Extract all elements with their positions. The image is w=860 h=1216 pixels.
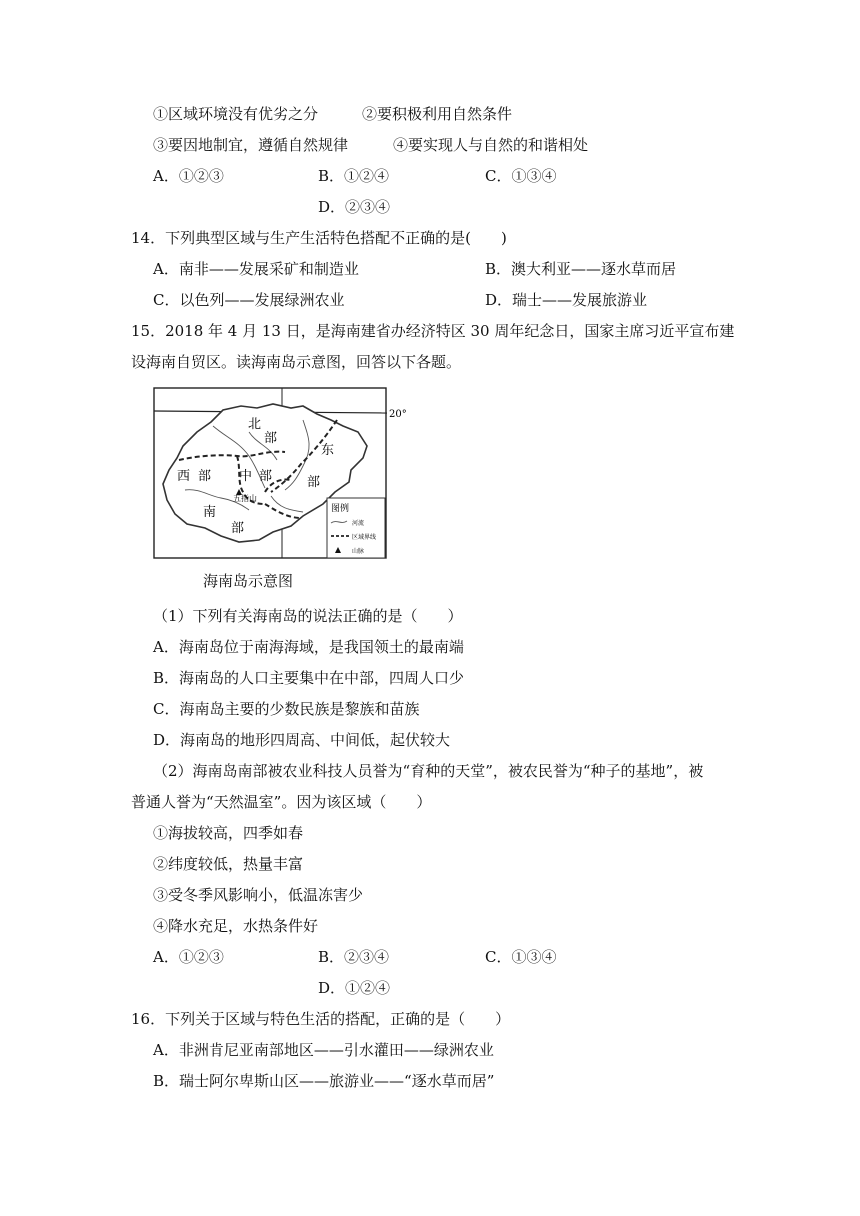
region-label-west-2: 部 <box>198 469 212 484</box>
region-label-north-2: 部 <box>264 431 278 446</box>
q14-option-d: D．瑞士——发展旅游业 <box>485 291 648 309</box>
q13-statement-2: ②要积极利用自然条件 <box>362 105 513 123</box>
q15-2-option-a: A．①②③ <box>153 948 224 966</box>
q13-option-c: C．①③④ <box>485 167 557 185</box>
q13-option-b: B．①②④ <box>318 167 390 185</box>
q14-option-b: B．澳大利亚——逐水草而居 <box>485 260 677 278</box>
q15-stem-line-1: 15．2018 年 4 月 13 日，是海南建省办经济特区 30 周年纪念日，国家主席习近平宣布建 <box>131 322 735 340</box>
region-label-east-1: 东 <box>321 443 335 458</box>
q13-option-d: D．②③④ <box>318 198 391 216</box>
q15-2-option-d: D．①②④ <box>318 979 391 997</box>
q15-1-stem: （1）下列有关海南岛的说法正确的是（ ） <box>153 607 463 625</box>
q16-option-a: A．非洲肯尼亚南部地区——引水灌田——绿洲农业 <box>153 1041 494 1059</box>
legend-mountain-label: 山脉 <box>352 548 365 555</box>
q13-option-a: A．①②③ <box>153 167 224 185</box>
legend-title: 图例 <box>331 504 350 514</box>
region-label-south-2: 部 <box>231 521 245 536</box>
region-label-center-1: 中 <box>239 469 253 484</box>
mountain-label: 五指山 <box>233 494 257 503</box>
q15-2-stem-line-1: （2）海南岛南部被农业科技人员誉为“育种的天堂”，被农民誉为“种子的基地”，被 <box>153 762 704 780</box>
q14-stem: 14．下列典型区域与生产生活特色搭配不正确的是( ) <box>131 229 507 247</box>
q16-option-b: B．瑞士阿尔卑斯山区——旅游业——“逐水草而居” <box>153 1072 495 1090</box>
legend-boundary-label: 区域界线 <box>352 534 377 541</box>
q15-2-statement-4: ④降水充足，水热条件好 <box>153 917 319 935</box>
q15-2-statement-3: ③受冬季风影响小，低温冻害少 <box>153 886 364 904</box>
q15-2-statement-1: ①海拔较高，四季如春 <box>153 824 304 842</box>
q15-1-option-a: A．海南岛位于南海海域，是我国领土的最南端 <box>153 638 464 656</box>
region-label-north-1: 北 <box>248 417 262 432</box>
region-label-south-1: 南 <box>203 505 217 520</box>
legend-river-label: 河流 <box>352 520 365 527</box>
q14-option-a: A．南非——发展采矿和制造业 <box>153 260 359 278</box>
region-label-west-1: 西 <box>177 469 191 484</box>
region-label-east-2: 部 <box>307 475 321 490</box>
q15-1-option-c: C．海南岛主要的少数民族是黎族和苗族 <box>153 700 420 718</box>
q13-statement-1: ①区域环境没有优劣之分 <box>153 105 319 123</box>
q14-option-c: C．以色列——发展绿洲农业 <box>153 291 345 309</box>
q15-1-option-d: D．海南岛的地形四周高、中间低，起伏较大 <box>153 731 451 749</box>
q13-statement-4: ④要实现人与自然的和谐相处 <box>393 136 589 154</box>
q15-1-option-b: B．海南岛的人口主要集中在中部，四周人口少 <box>153 669 465 687</box>
hainan-map <box>153 386 411 560</box>
region-label-center-2: 部 <box>259 469 273 484</box>
q13-statement-3: ③要因地制宜，遵循自然规律 <box>153 136 349 154</box>
q15-stem-line-2: 设海南自贸区。读海南岛示意图，回答以下各题。 <box>131 353 462 371</box>
q15-2-statement-2: ②纬度较低，热量丰富 <box>153 855 304 873</box>
q15-2-option-c: C．①③④ <box>485 948 557 966</box>
latitude-label: 20° <box>389 409 407 420</box>
q15-2-option-b: B．②③④ <box>318 948 390 966</box>
q16-stem: 16．下列关于区域与特色生活的搭配，正确的是（ ） <box>131 1010 511 1028</box>
q15-2-stem-line-2: 普通人誉为“天然温室”。因为该区域（ ） <box>131 793 432 811</box>
map-caption: 海南岛示意图 <box>203 572 294 590</box>
